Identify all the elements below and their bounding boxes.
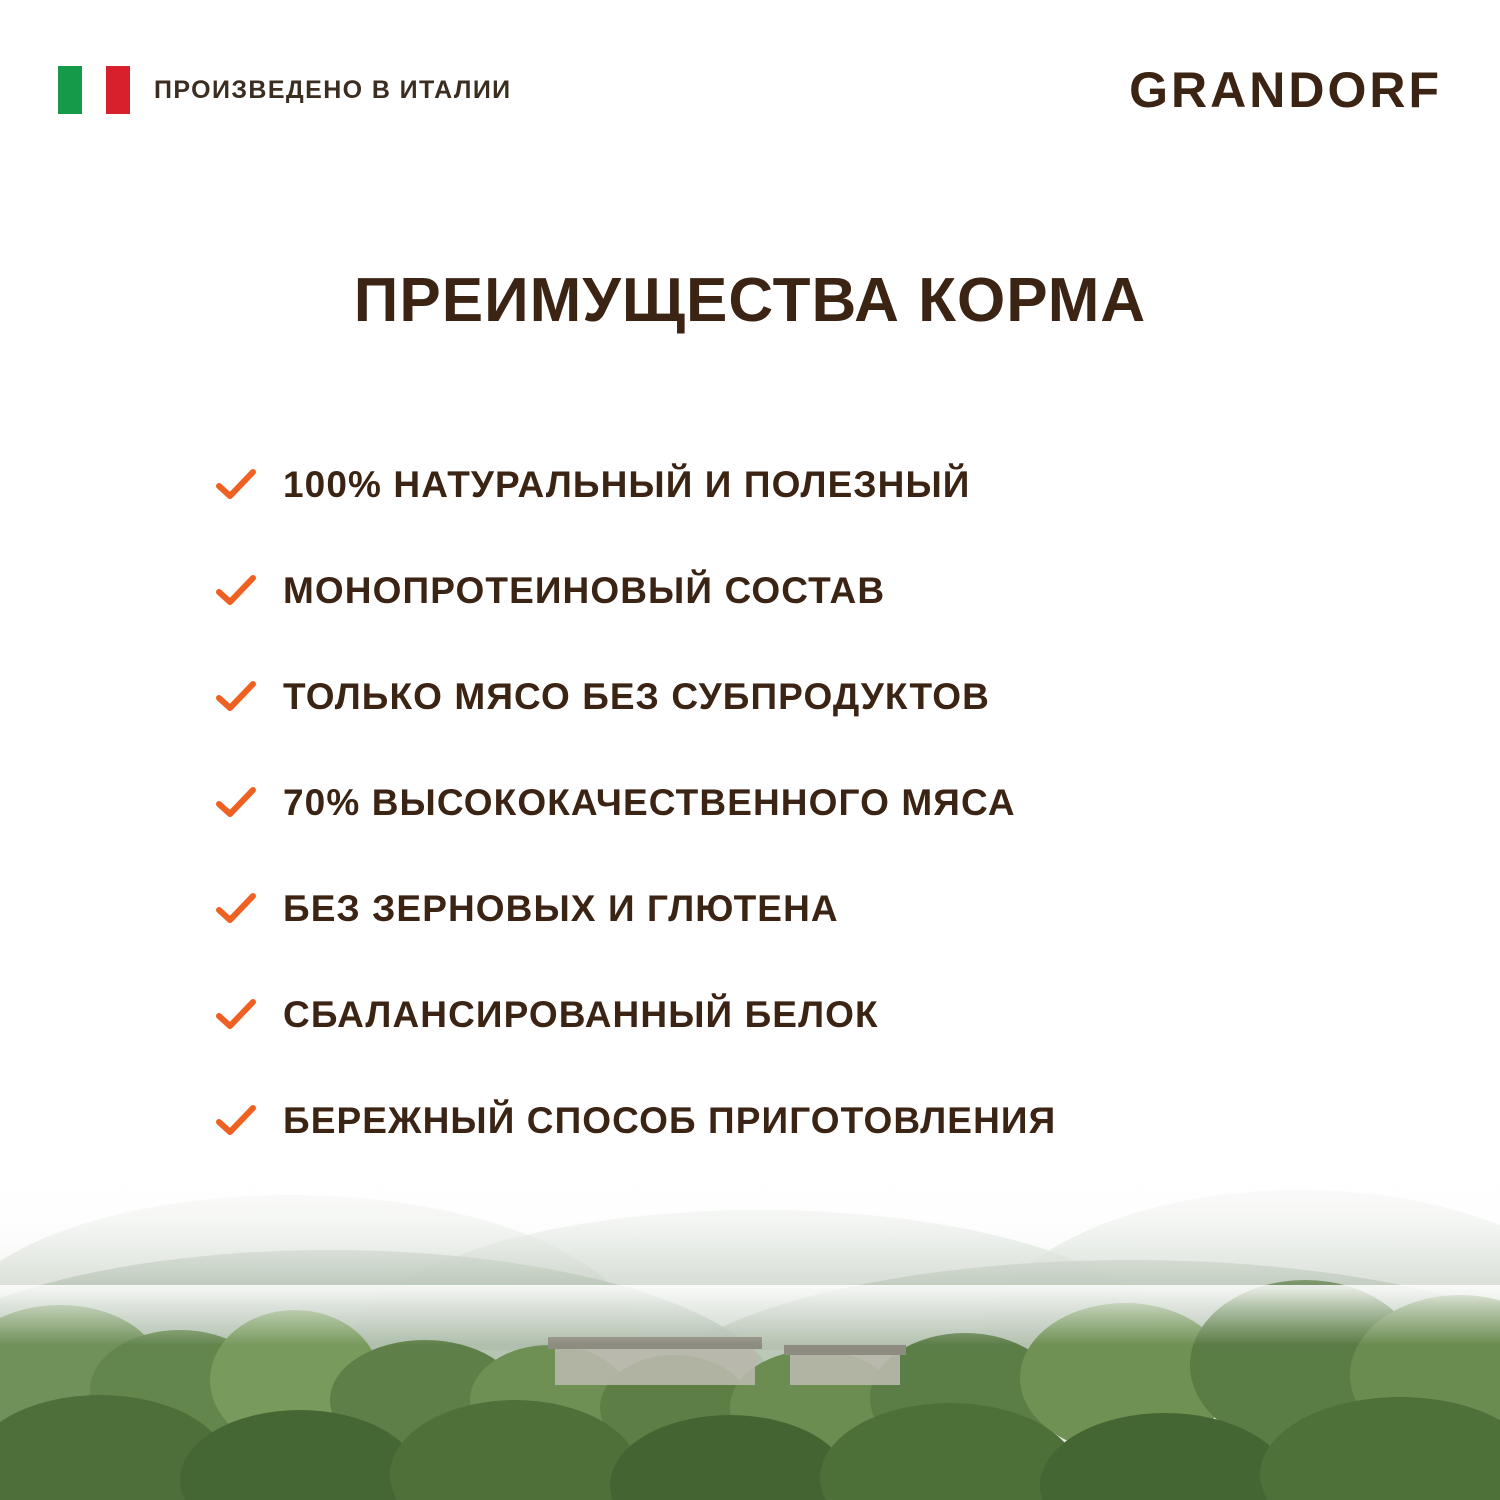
building-roof [784, 1345, 906, 1355]
check-icon [215, 570, 257, 612]
benefits-list [215, 432, 1395, 1174]
benefit-label: ТОЛЬКО МЯСО БЕЗ СУБПРОДУКТОВ [283, 676, 990, 717]
italy-flag-icon [58, 66, 130, 114]
poster-header [58, 60, 1442, 120]
check-icon [215, 1100, 257, 1142]
list-item [215, 856, 1395, 962]
brand-logo: GRANDORF [1129, 62, 1442, 118]
list-item [215, 750, 1395, 856]
haze-layer [0, 1155, 1500, 1305]
benefit-label: СБАЛАНСИРОВАННЫЙ БЕЛОК [283, 994, 879, 1035]
check-icon [215, 782, 257, 824]
benefit-label: БЕРЕЖНЫЙ СПОСОБ ПРИГОТОВЛЕНИЯ [283, 1100, 1057, 1141]
check-icon [215, 464, 257, 506]
check-icon [215, 888, 257, 930]
list-item [215, 644, 1395, 750]
origin-badge [58, 66, 512, 114]
benefit-label: БЕЗ ЗЕРНОВЫХ И ГЛЮТЕНА [283, 888, 839, 929]
check-icon [215, 994, 257, 1036]
building [555, 1345, 755, 1385]
benefit-label: 100% НАТУРАЛЬНЫЙ И ПОЛЕЗНЫЙ [283, 464, 971, 505]
list-item [215, 432, 1395, 538]
list-item [215, 962, 1395, 1068]
page-title: ПРЕИМУЩЕСТВА КОРМА [353, 266, 1147, 335]
treeline-layer [0, 1285, 1500, 1500]
landscape-photo [0, 1155, 1500, 1500]
building [790, 1353, 900, 1385]
check-icon [215, 676, 257, 718]
list-item [215, 538, 1395, 644]
fog-layer [0, 1285, 1500, 1345]
origin-label: ПРОИЗВЕДЕНО В ИТАЛИИ [154, 75, 512, 104]
benefit-label: МОНОПРОТЕИНОВЫЙ СОСТАВ [283, 570, 886, 611]
benefit-label: 70% ВЫСОКОКАЧЕСТВЕННОГО МЯСА [283, 782, 1016, 823]
